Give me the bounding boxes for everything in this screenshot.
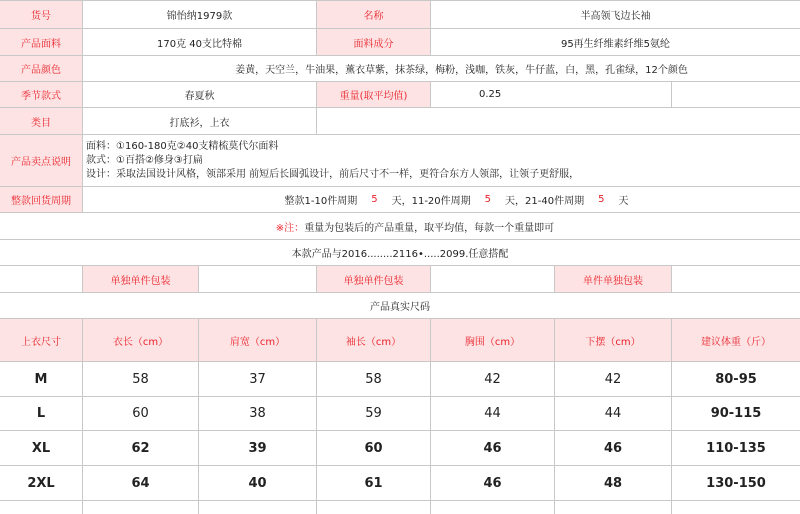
- composition-value: 95再生纤维素纤维5氨纶: [430, 29, 800, 55]
- size-label: 2XL: [27, 475, 55, 491]
- selling-point-design: 设计：采取法国设计风格，领部采用 前短后长圆弧设计，前后尺寸不一样，更符合东方人领部，让领子更舒服，: [86, 168, 580, 180]
- empty-cell: [198, 501, 316, 514]
- size-value: 40: [198, 466, 316, 500]
- size-value: 46: [554, 431, 671, 465]
- size-value: 42: [554, 362, 671, 396]
- size-header: 胸围（cm）: [430, 319, 554, 361]
- composition-label: 面料成分: [316, 29, 430, 55]
- restock-text: 天，21-40件周期: [505, 196, 585, 207]
- name-value: 半高领飞边长袖: [430, 1, 800, 28]
- size-value: 59: [316, 397, 430, 430]
- season-value: 春夏秋: [82, 82, 316, 107]
- size-label: M: [34, 371, 48, 387]
- restock-text: 天，11-20件周期: [391, 196, 471, 207]
- empty-cell: [430, 266, 554, 292]
- restock-text: 整款1-10件周期: [284, 196, 358, 207]
- size-header: 肩宽（cm）: [198, 319, 316, 361]
- empty-cell: [671, 82, 800, 107]
- empty-cell: [671, 501, 800, 514]
- item-no-label: 货号: [0, 1, 82, 28]
- size-value: 80-95: [671, 362, 800, 396]
- fabric-label: 产品面料: [0, 29, 82, 55]
- empty-cell: [198, 266, 316, 292]
- category-label: 类目: [0, 108, 82, 134]
- size-value: 60: [316, 431, 430, 465]
- note-text: 重量为包装后的产品重量，取平均值，每款一个重量即可: [304, 222, 555, 234]
- name-label: 名称: [316, 1, 430, 28]
- size-chart-title: 产品真实尺码: [370, 302, 430, 313]
- size-value: 46: [430, 431, 554, 465]
- size-value: 38: [198, 397, 316, 430]
- size-value: 110-135: [671, 431, 800, 465]
- selling-point-style: 款式：①百搭②修身③打扁: [86, 154, 203, 166]
- size-value: 44: [554, 397, 671, 430]
- size-value: 58: [82, 362, 198, 396]
- size-header: 袖长（cm）: [316, 319, 430, 361]
- category-value: 打底衫，上衣: [82, 108, 316, 134]
- weight-note: [0, 213, 800, 239]
- restock-value: [82, 187, 800, 212]
- size-label: XL: [31, 440, 51, 456]
- packaging-label: 单件单独包装: [554, 266, 671, 292]
- selling-points: [82, 135, 800, 186]
- empty-cell: [430, 501, 554, 514]
- packaging-label: 单独单件包装: [316, 266, 430, 292]
- size-value: 37: [198, 362, 316, 396]
- empty-cell: [316, 501, 430, 514]
- size-label: L: [36, 406, 46, 421]
- size-value: 46: [430, 466, 554, 500]
- empty-cell: [0, 501, 82, 514]
- size-value: 64: [82, 466, 198, 500]
- size-header: 衣长（cm）: [82, 319, 198, 361]
- size-value: 44: [430, 397, 554, 430]
- size-value: 90-115: [671, 397, 800, 430]
- size-value: 39: [198, 431, 316, 465]
- restock-days: 5: [371, 194, 378, 205]
- size-header: 上衣尺寸: [0, 319, 82, 361]
- size-header: 建议体重（斤）: [671, 319, 800, 361]
- empty-cell: [671, 266, 800, 292]
- empty-cell: [554, 501, 671, 514]
- empty-cell: [316, 108, 800, 134]
- size-value: 48: [554, 466, 671, 500]
- season-label: 季节款式: [0, 82, 82, 107]
- size-value: 62: [82, 431, 198, 465]
- matching-info: 本款产品与2016........2116•.....2099.任意搭配: [291, 249, 509, 260]
- restock-text: 天: [618, 196, 629, 207]
- weight-value: 0.25: [430, 82, 671, 107]
- note-prefix: ※注：: [275, 222, 305, 234]
- selling-point-fabric: 面料：①160-180克②40支精梳莫代尔面料: [86, 140, 279, 152]
- item-no-value: 锦怡纳1979款: [82, 1, 316, 28]
- weight-label: 重量(取平均值): [316, 82, 430, 107]
- size-value: 42: [430, 362, 554, 396]
- colors-value: 姜黄，天空兰，牛油果，薰衣草紫，抹茶绿，梅粉，浅咖，铁灰，牛仔蓝，白，黑，孔雀绿，12个颜色: [82, 56, 800, 81]
- packaging-label: 单独单件包装: [82, 266, 198, 292]
- restock-label: 整款回货周期: [0, 187, 82, 212]
- selling-points-label: 产品卖点说明: [0, 135, 82, 186]
- restock-days: 5: [598, 194, 605, 205]
- empty-cell: [0, 266, 82, 292]
- colors-label: 产品颜色: [0, 56, 82, 81]
- size-value: 130-150: [671, 466, 800, 500]
- size-value: 58: [316, 362, 430, 396]
- fabric-value: 170克 40支比特棉: [82, 29, 316, 55]
- size-header: 下摆（cm）: [554, 319, 671, 361]
- restock-days: 5: [484, 194, 492, 205]
- empty-cell: [82, 501, 198, 514]
- size-value: 61: [316, 466, 430, 500]
- size-value: 60: [82, 397, 198, 430]
